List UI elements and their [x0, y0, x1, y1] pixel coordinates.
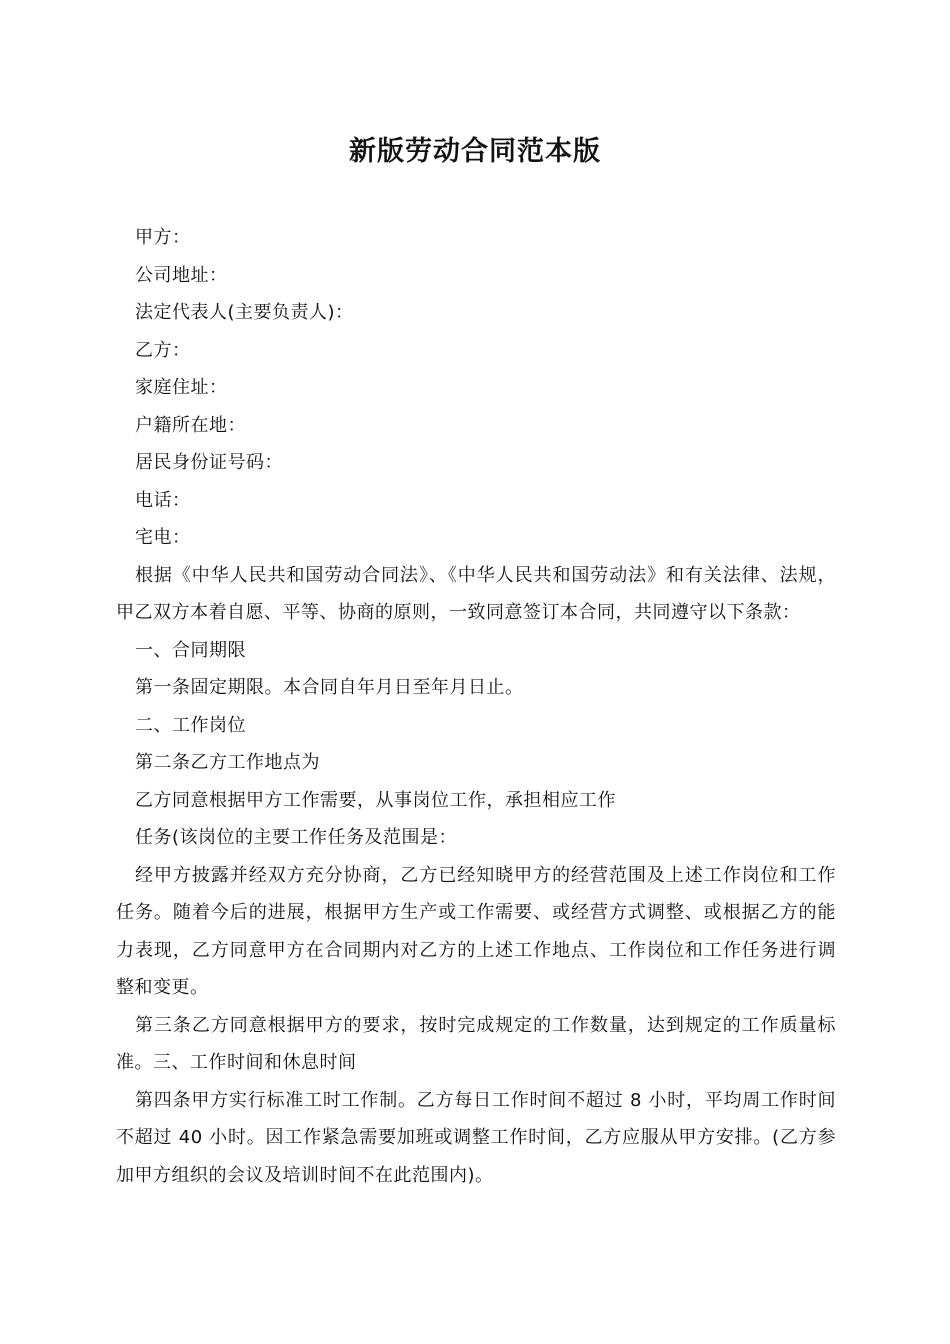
article-4: 第四条甲方实行标准工时工作制。乙方每日工作时间不超过 8 小时，平均周工作时间不超过 40 小时。因工作紧急需要加班或调整工作时间，乙方应服从甲方安排。(乙方参加甲方组织的会议及培训时间不在此范围内)。	[116, 1089, 836, 1186]
section-heading: 一、合同期限	[135, 639, 246, 661]
article-2-disclosure: 经甲方披露并经双方充分协商，乙方已经知晓甲方的经营范围及上述工作岗位和工作任务。随着今后的进展，根据甲方生产或工作需要、或经营方式调整、或根据乙方的能力表现，乙方同意甲方在合同期内对乙方的上述工作地点、工作岗位和工作任务进行调整和变更。	[116, 864, 836, 998]
field-home-phone: 宅电：	[135, 527, 191, 548]
document-body	[116, 219, 836, 1194]
section-heading: 二、工作岗位	[135, 714, 246, 736]
article-3: 第三条乙方同意根据甲方的要求，按时完成规定的工作数量，达到规定的工作质量标准。三、工作时间和休息时间	[116, 1014, 836, 1073]
field-phone: 电话：	[135, 489, 191, 511]
field-company-address: 公司地址：	[135, 264, 228, 286]
article-1: 第一条固定期限。本合同自年月日至年月日止。	[135, 677, 524, 698]
article-2: 第二条乙方工作地点为	[135, 752, 320, 773]
field-party-b: 乙方：	[135, 339, 191, 361]
article-2-duty: 乙方同意根据甲方工作需要，从事岗位工作，承担相应工作	[135, 789, 616, 811]
field-legal-rep: 法定代表人(主要负责人)：	[135, 302, 354, 323]
article-2-tasks: 任务(该岗位的主要工作任务及范围是：	[135, 827, 458, 848]
intro-paragraph: 根据《中华人民共和国劳动合同法》、《中华人民共和国劳动法》和有关法律、法规，甲乙双方本着自愿、平等、协商的原则，一致同意签订本合同，共同遵守以下条款：	[116, 564, 836, 623]
field-id-number: 居民身份证号码：	[135, 452, 283, 473]
document-title: 新版劳动合同范本版	[349, 136, 601, 167]
field-party-a: 甲方：	[135, 227, 191, 248]
field-household-registration: 户籍所在地：	[135, 414, 246, 436]
field-home-address: 家庭住址：	[135, 377, 228, 398]
